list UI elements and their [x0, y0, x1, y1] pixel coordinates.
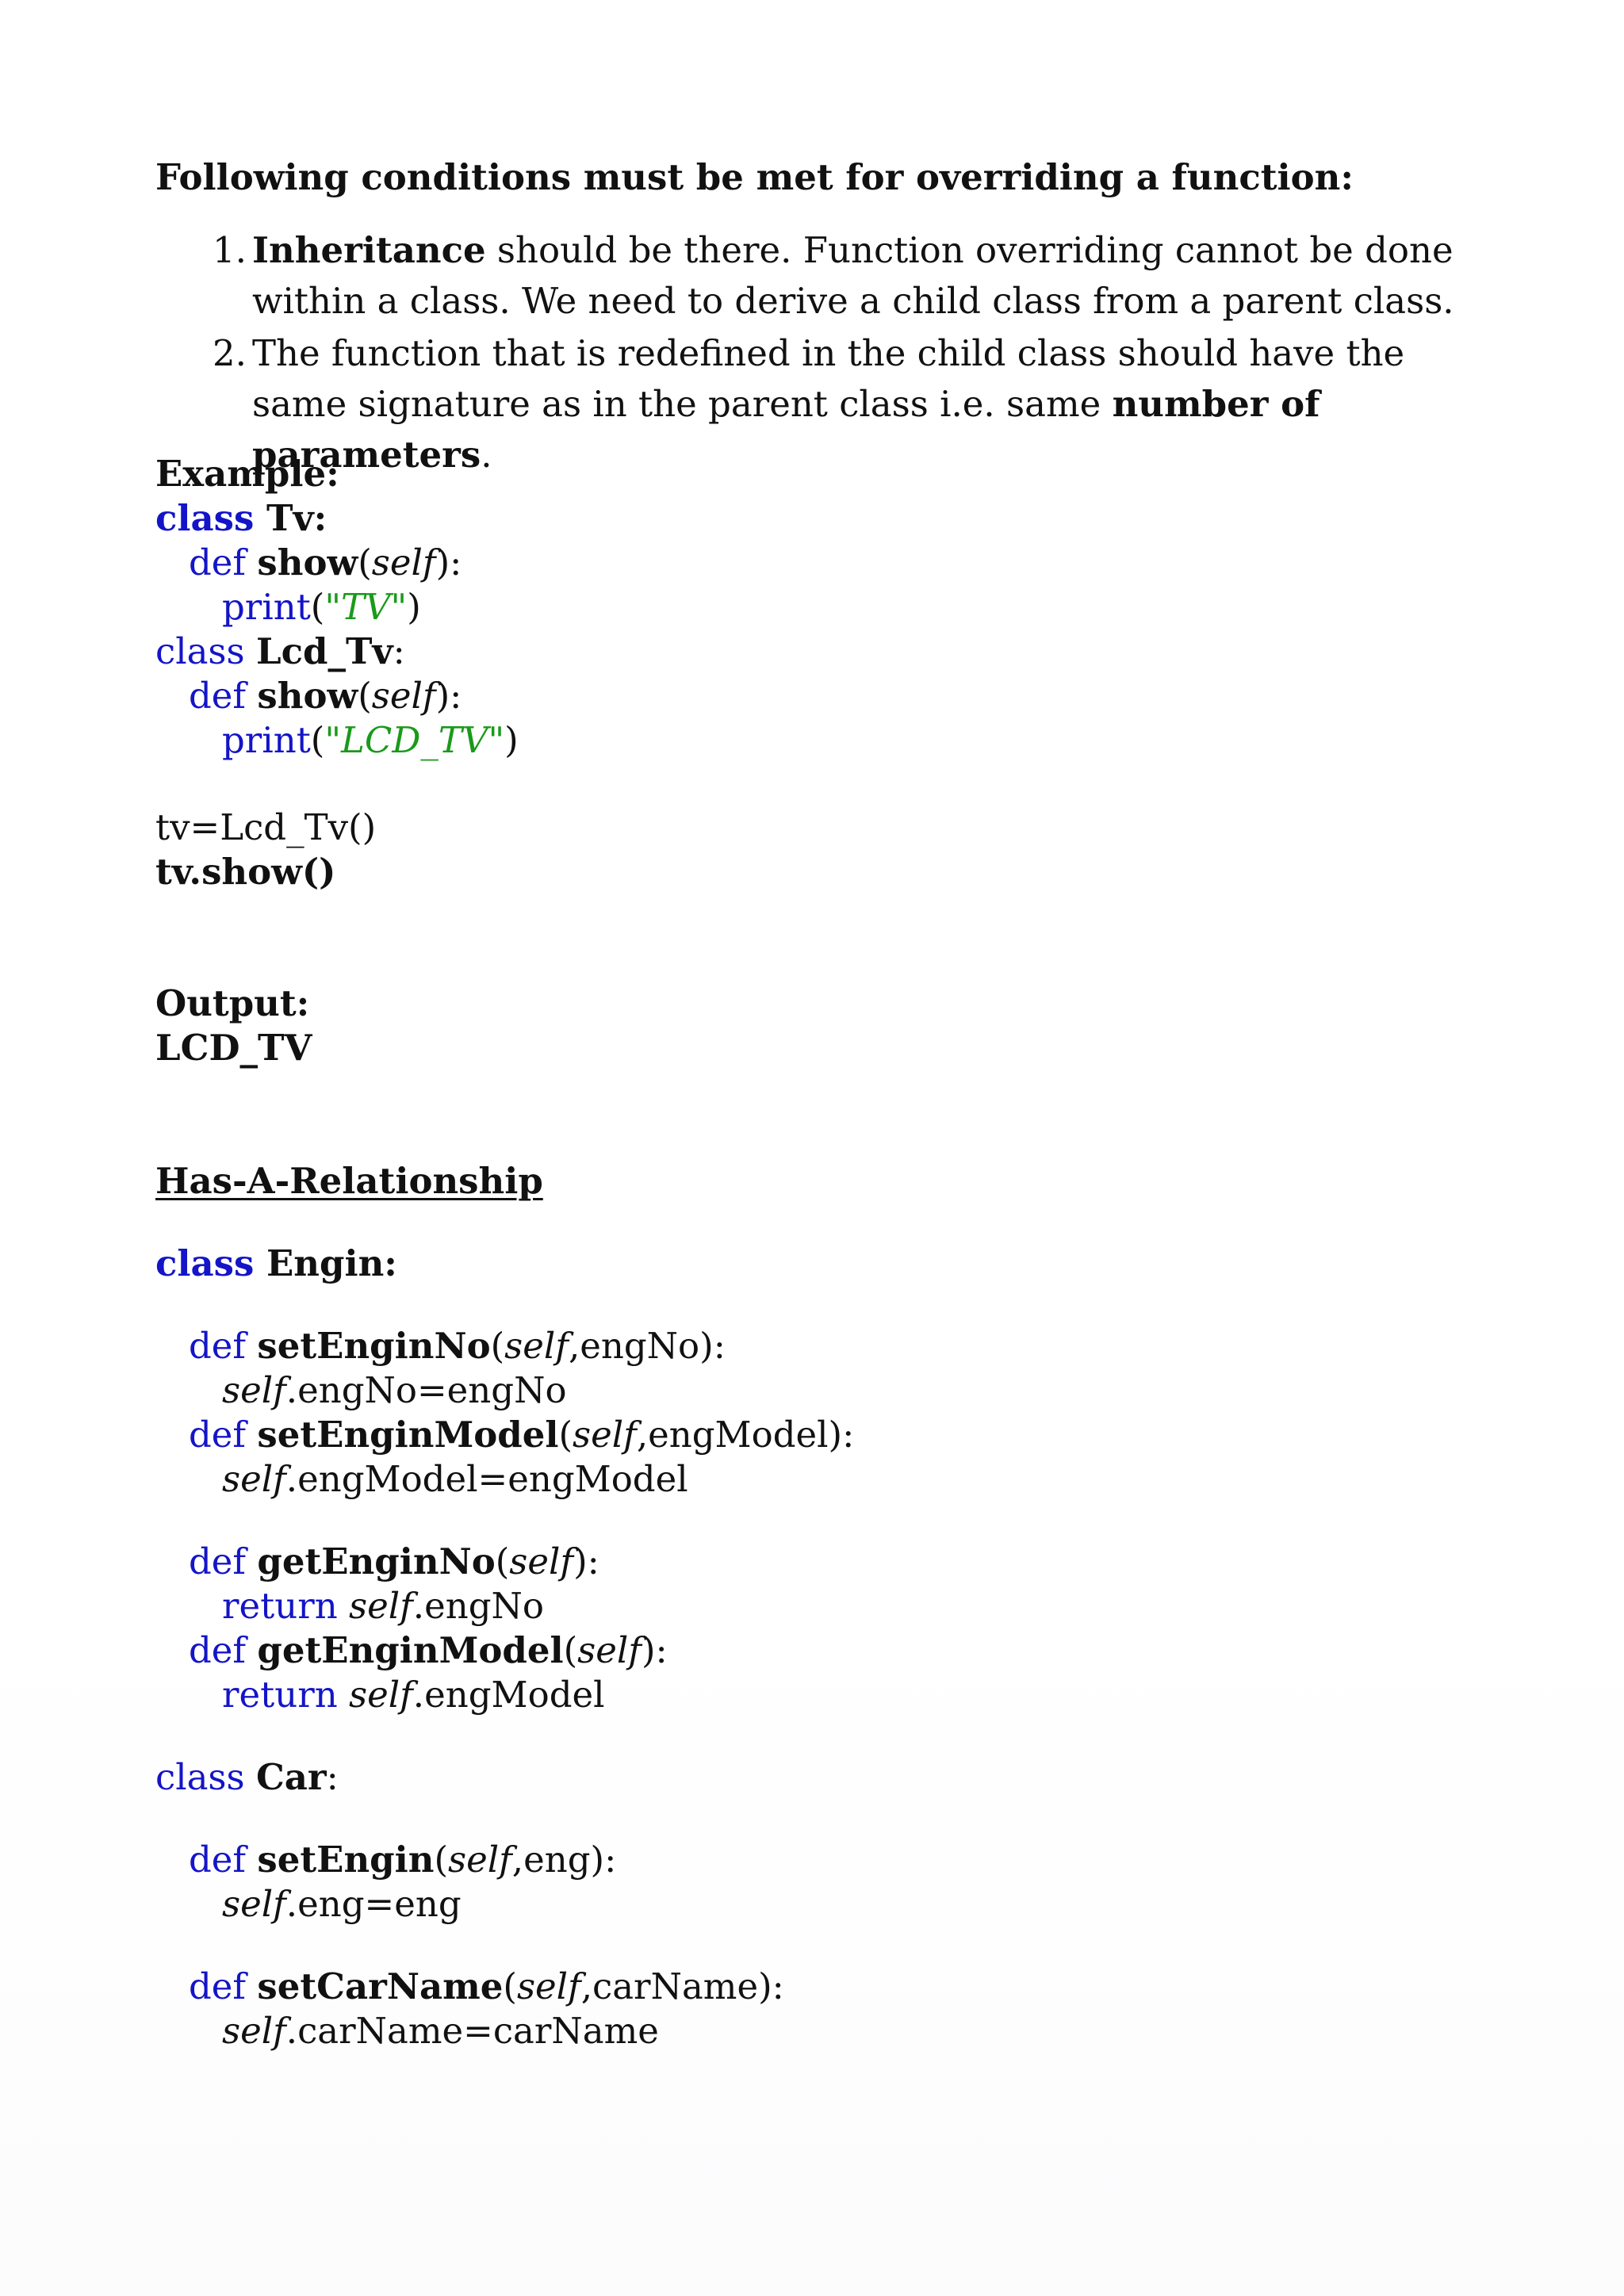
statement: .engNo — [412, 1585, 544, 1627]
code-line — [155, 496, 519, 541]
code-line: def show(self): — [189, 675, 462, 717]
statement: .engModel=engModel — [285, 1458, 688, 1500]
keyword: def — [189, 1839, 247, 1881]
keyword: return — [222, 1585, 338, 1627]
code-line: class Car: — [155, 1756, 339, 1798]
class-name: Car — [255, 1756, 327, 1798]
section-heading: Following conditions must be met for overriding a function: — [155, 156, 1354, 198]
string-literal: "LCD_TV" — [324, 719, 505, 761]
class-name: Tv: — [266, 497, 327, 539]
list-number: 1. — [213, 229, 247, 271]
code-line — [155, 2009, 854, 2053]
class-name: Lcd_Tv — [255, 630, 393, 672]
code-line — [155, 1242, 854, 1286]
self-param: self — [516, 1965, 581, 2007]
list-number: 2. — [213, 332, 247, 374]
method-name: setCarName — [257, 1965, 504, 2007]
method-name: setEngin — [257, 1839, 435, 1881]
method-name: setEnginNo — [257, 1325, 491, 1367]
code-line: def setEngin(self,eng): — [189, 1839, 617, 1881]
self-param: self — [577, 1629, 642, 1671]
code-line: def getEnginNo(self): — [189, 1540, 599, 1582]
method-name: show — [257, 675, 358, 717]
code-line: def getEnginModel(self): — [189, 1629, 668, 1671]
self-param: self — [349, 1674, 413, 1716]
keyword: class — [155, 497, 255, 539]
keyword: class — [155, 1756, 245, 1798]
section-title: Has-A-Relationship — [155, 1160, 543, 1202]
list-text: should be there. Function overriding cannot be done within a class. We need to derive a child class from a parent class. — [252, 229, 1454, 322]
method-name: getEnginNo — [257, 1540, 496, 1582]
params: ,carName): — [580, 1965, 784, 2007]
self-param: self — [573, 1414, 637, 1456]
self-param: self — [222, 2010, 286, 2052]
keyword: def — [189, 1629, 247, 1671]
code-line: print("TV") — [222, 586, 421, 628]
self-param: self — [448, 1839, 512, 1881]
code-line: def setEnginNo(self,engNo): — [189, 1325, 726, 1367]
self-param: self — [371, 675, 436, 717]
code-line — [155, 1368, 854, 1413]
keyword: return — [222, 1674, 338, 1716]
keyword: def — [189, 675, 247, 717]
method-name: setEnginModel — [257, 1414, 559, 1456]
code-line — [155, 1584, 854, 1628]
class-name: Engin: — [266, 1242, 397, 1284]
code-line: tv=Lcd_Tv() — [155, 806, 377, 848]
code-line — [155, 1457, 854, 1502]
code-line: def show(self): — [189, 541, 462, 584]
output-label: Output: — [155, 982, 310, 1024]
has-a-section — [155, 1159, 854, 2053]
conditions-list — [155, 225, 1488, 480]
keyword: class — [155, 1242, 255, 1284]
code-line — [155, 1673, 854, 1717]
list-text-end: . — [481, 434, 492, 476]
statement: .carName=carName — [285, 2010, 659, 2052]
self-param: self — [222, 1458, 286, 1500]
keyword: print — [222, 719, 311, 761]
statement: .engNo=engNo — [285, 1369, 567, 1411]
output-block — [155, 982, 312, 1070]
code-line: def setCarName(self,carName): — [189, 1965, 784, 2007]
code-line — [155, 1882, 854, 1927]
params: ,eng): — [511, 1839, 617, 1881]
keyword: def — [189, 541, 247, 584]
code-line: class Lcd_Tv: — [155, 630, 405, 672]
params: ,engModel): — [636, 1414, 855, 1456]
code-line: tv.show() — [155, 851, 336, 893]
method-name: getEnginModel — [257, 1629, 564, 1671]
example-label: Example: — [155, 453, 339, 495]
keyword: def — [189, 1965, 247, 2007]
self-param: self — [349, 1585, 413, 1627]
keyword: class — [155, 630, 245, 672]
keyword: def — [189, 1325, 247, 1367]
self-param: self — [371, 541, 436, 584]
params: ,engNo): — [568, 1325, 726, 1367]
method-name: show — [257, 541, 358, 584]
bold-term: Inheritance — [252, 229, 486, 271]
self-param: self — [504, 1325, 569, 1367]
self-param: self — [509, 1540, 574, 1582]
string-literal: "TV" — [324, 586, 408, 628]
keyword: print — [222, 586, 311, 628]
list-item — [155, 225, 1488, 327]
example-code-block — [155, 452, 519, 894]
keyword: def — [189, 1414, 247, 1456]
list-text: The function that is redefined in the child class should have the same signature as in the parent class i.e. same — [252, 332, 1405, 425]
bold-term: number of parameters — [252, 383, 1320, 476]
code-line: def setEnginModel(self,engModel): — [189, 1414, 855, 1456]
code-line: print("LCD_TV") — [222, 719, 519, 761]
keyword: def — [189, 1540, 247, 1582]
statement: .eng=eng — [285, 1883, 462, 1925]
output-value: LCD_TV — [155, 1027, 312, 1069]
self-param: self — [222, 1369, 286, 1411]
self-param: self — [222, 1883, 286, 1925]
statement: .engModel — [412, 1674, 605, 1716]
